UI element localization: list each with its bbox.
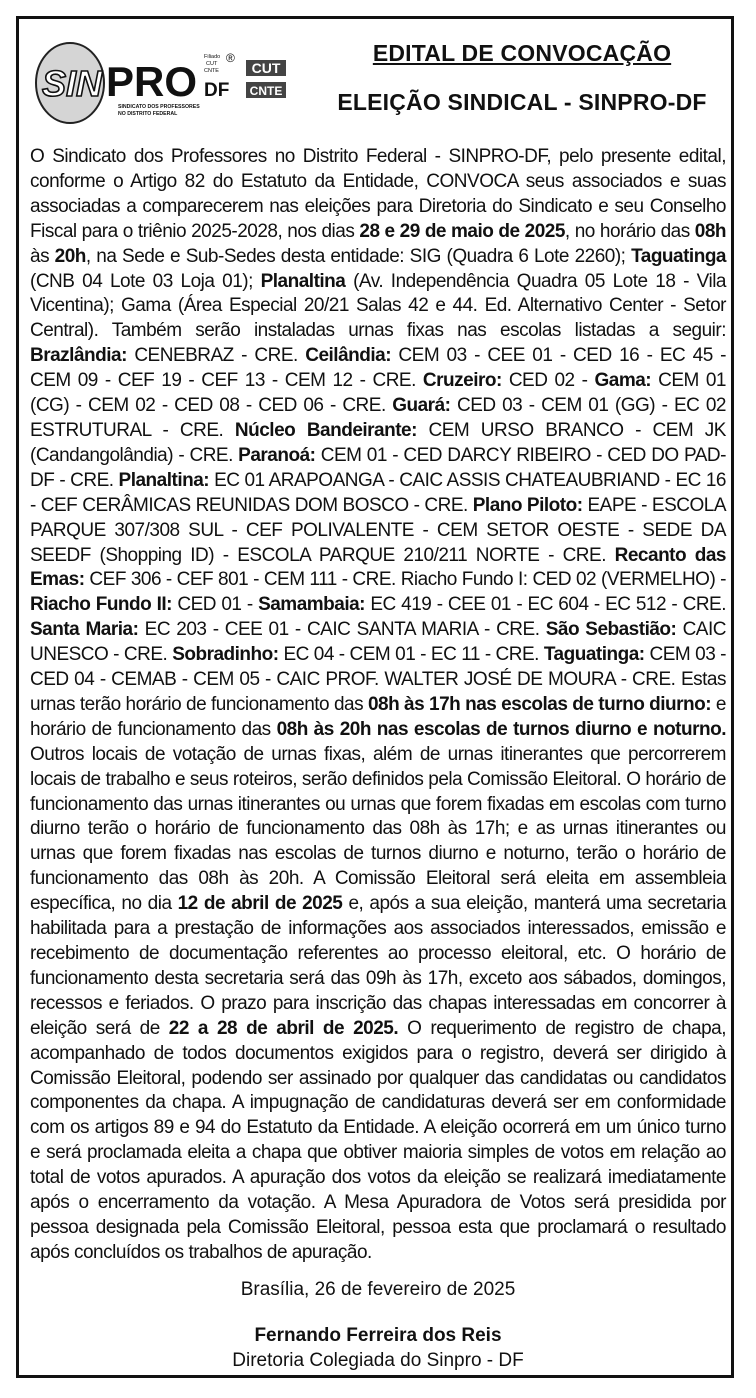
body-emphasis: 22 a 28 de abril de 2025. bbox=[168, 1017, 399, 1039]
body-emphasis: São Sebastião: bbox=[545, 619, 677, 641]
body-emphasis: 08h às 17h nas escolas de turno diurno: bbox=[367, 693, 712, 715]
signer-role: Diretoria Colegiada do Sinpro - DF bbox=[232, 1350, 524, 1371]
body-text: CAIC UNESCO - CRE. bbox=[30, 619, 726, 666]
body-emphasis: Taguatinga: bbox=[543, 644, 645, 666]
body-emphasis: Gama: bbox=[594, 370, 652, 392]
body-text: , no horário das bbox=[564, 220, 695, 242]
body-emphasis: Recanto das Emas: bbox=[30, 544, 726, 591]
body-text: EC 419 - CEE 01 - EC 604 - EC 512 - CRE. bbox=[365, 594, 726, 616]
logo-sin: SIN bbox=[42, 63, 103, 104]
body-text: Outros locais de votação de urnas fixas, além de urnas itinerantes que percorrerem locais de trabalho e seus roteiros, serão definidos pela Comissão Eleitoral. O horário de funcionamento das urnas itinerantes ou urnas que forem fixadas em escolas com turno diurno terão o horário de funcionamento das 08h às 17h; e as urnas itinerantes ou urnas que forem fixadas nas escolas de turnos diurno e noturno, terão o horário de funcionamento das 08h às 20h. A Comissão Eleitoral será eleita em assembleia específica, no dia bbox=[30, 743, 726, 915]
body-text: CEM 03 - CEE 01 - CED 16 - EC 45 - CEM 09 - CEF 19 - CEF 13 - CEM 12 - CRE. bbox=[30, 345, 726, 392]
body-text: EC 04 - CEM 01 - EC 11 - CRE. bbox=[278, 644, 544, 666]
body-emphasis: Sobradinho: bbox=[172, 644, 279, 666]
body-text: EC 01 ARAPOANGA - CAIC ASSIS CHATEAUBRIAND - EC 16 - CEF CERÂMICAS REUNIDAS DOM BOSCO - CRE. bbox=[30, 469, 726, 516]
cnte-label: CNTE bbox=[249, 84, 283, 98]
body-emphasis: Riacho Fundo II: bbox=[30, 594, 172, 616]
header bbox=[322, 40, 722, 116]
logo-filiado-3: CNTE bbox=[204, 68, 219, 74]
body-text: EC 203 - CEE 01 - CAIC SANTA MARIA - CRE. bbox=[138, 619, 546, 641]
body-emphasis: 28 e 29 de maio de 2025 bbox=[359, 220, 565, 242]
body-text: e horário de funcionamento das bbox=[30, 693, 726, 740]
body-text: CEM 01 (CG) - CEM 02 - CED 08 - CED 06 - CRE. bbox=[30, 370, 726, 417]
body-text: CENEBRAZ - CRE. bbox=[126, 345, 306, 367]
body-text: CEF 306 - CEF 801 - CEM 111 - CRE. Riacho Fundo I: CED 02 (VERMELHO) - bbox=[84, 569, 726, 591]
notice-title: EDITAL DE CONVOCAÇÃO bbox=[372, 40, 672, 66]
body-emphasis: Cruzeiro: bbox=[422, 370, 502, 392]
body-emphasis: 12 de abril de 2025 bbox=[177, 893, 343, 915]
body-emphasis: Paranoá: bbox=[238, 444, 316, 466]
body-text: e, após a sua eleição, manterá uma secretaria habilitada para a prestação de informações aos associados interessados, emissão e recebimento de documentação referentes ao processo eleitoral, etc. O horário de funcionamento desta secretaria será das 09h às 17h, exceto aos sábados, domingos, recessos e feriados. O prazo para inscrição das chapas interessadas em concorrer à eleição será de bbox=[30, 893, 726, 1039]
body-text: CED 02 - bbox=[501, 370, 595, 392]
logo-reg: ® bbox=[226, 51, 235, 65]
logo-filiado-2: CUT bbox=[206, 61, 218, 67]
city-date: Brasília, 26 de fevereiro de 2025 bbox=[240, 1279, 516, 1300]
cut-label: CUT bbox=[251, 60, 281, 76]
body-emphasis: 20h bbox=[54, 245, 86, 267]
body-emphasis: 08h às 20h nas escolas de turnos diurno e noturno. bbox=[276, 718, 726, 740]
body-emphasis: Planaltina bbox=[260, 270, 346, 292]
notice-body bbox=[30, 145, 726, 1266]
body-emphasis: Santa Maria: bbox=[30, 619, 139, 641]
logo-subtitle-2: NO DISTRITO FEDERAL bbox=[118, 111, 178, 117]
body-text: O requerimento de registro de chapa, acompanhado de todos documentos exigidos para o registro, deverá ser dirigido à Comissão Eleitoral, podendo ser assinado por qualquer das candidatas ou candidatos componentes da chapa. A impugnação de candidaturas deverá ser em conformidade com os artigos 89 e 94 do Estatuto da Entidade. A eleição ocorrerá em um único turno e será proclamada eleita a chapa que obtiver maioria simples de votos em relação ao total de votos apurados. A apuração dos votos da eleição se realizará imediatamente após o encerramento da votação. A Mesa Apuradora de Votos será presidida por pessoa designada pela Comissão Eleitoral, pessoa esta que proclamará o resultado após concluídos os trabalhos de apuração. bbox=[30, 1017, 726, 1263]
body-text: CEM 01 - CED DARCY RIBEIRO - CED DO PAD-DF - CRE. bbox=[30, 444, 726, 491]
logo-subtitle-1: SINDICATO DOS PROFESSORES bbox=[118, 104, 200, 110]
body-text: CED 03 - CEM 01 (GG) - EC 02 ESTRUTURAL - CRE. bbox=[30, 395, 726, 441]
logo-filiado-1: Filiado bbox=[204, 54, 221, 60]
logo-df: DF bbox=[204, 80, 230, 101]
body-emphasis: Núcleo Bandeirante: bbox=[234, 419, 417, 441]
body-text: CEM 03 - CED 04 - CEMAB - CEM 05 - CAIC PROF. WALTER JOSÉ DE MOURA - CRE. Estas urnas terão horário de funcionamento das bbox=[30, 644, 726, 715]
body-emphasis: Samambaia: bbox=[258, 594, 366, 616]
signer-name: Fernando Ferreira dos Reis bbox=[254, 1325, 502, 1346]
body-emphasis: 08h bbox=[694, 220, 727, 242]
body-text: EAPE - ESCOLA PARQUE 307/308 SUL - CEF POLIVALENTE - CEM SETOR OESTE - SEDE DA SEEDF (Shopping ID) - ESCOLA PARQUE 210/211 NORTE - CRE. bbox=[30, 494, 726, 566]
notice-subtitle: ELEIÇÃO SINDICAL - SINPRO-DF bbox=[337, 89, 707, 115]
body-emphasis: Guará: bbox=[392, 395, 451, 417]
body-text: CEM URSO BRANCO - CEM JK (Candangolândia) - CRE. bbox=[30, 419, 726, 466]
body-text: às bbox=[30, 245, 55, 267]
body-emphasis: Plano Piloto: bbox=[472, 494, 583, 516]
body-emphasis: Ceilândia: bbox=[305, 345, 392, 367]
body-text: (CNB 04 Lote 03 Loja 01); bbox=[30, 270, 261, 292]
body-text: CED 01 - bbox=[172, 594, 259, 616]
body-emphasis: Brazlândia: bbox=[30, 345, 127, 367]
body-text: , na Sede e Sub-Sedes desta entidade: SIG (Quadra 6 Lote 2260); bbox=[85, 245, 632, 267]
body-emphasis: Taguatinga bbox=[631, 245, 726, 267]
sinpro-logo bbox=[34, 40, 296, 126]
body-text: O Sindicato dos Professores no Distrito Federal - SINPRO-DF, pelo presente edital, conforme o Artigo 82 do Estatuto da Entidade, CONVOCA seus associados e suas associadas a comparecerem nas eleições para Diretoria do Sindicato e seu Conselho Fiscal para o triênio 2025-2028, nos dias bbox=[30, 146, 726, 242]
body-emphasis: Planaltina: bbox=[118, 469, 210, 491]
body-text: (Av. Independência Quadra 05 Lote 18 - Vila Vicentina); Gama (Área Especial 20/21 Salas 42 e 44. Ed. Alternativo Center - Setor Central). Também serão instaladas urnas fixas nas escolas listadas a seguir: bbox=[30, 270, 726, 342]
logo-pro: PRO bbox=[106, 58, 198, 105]
